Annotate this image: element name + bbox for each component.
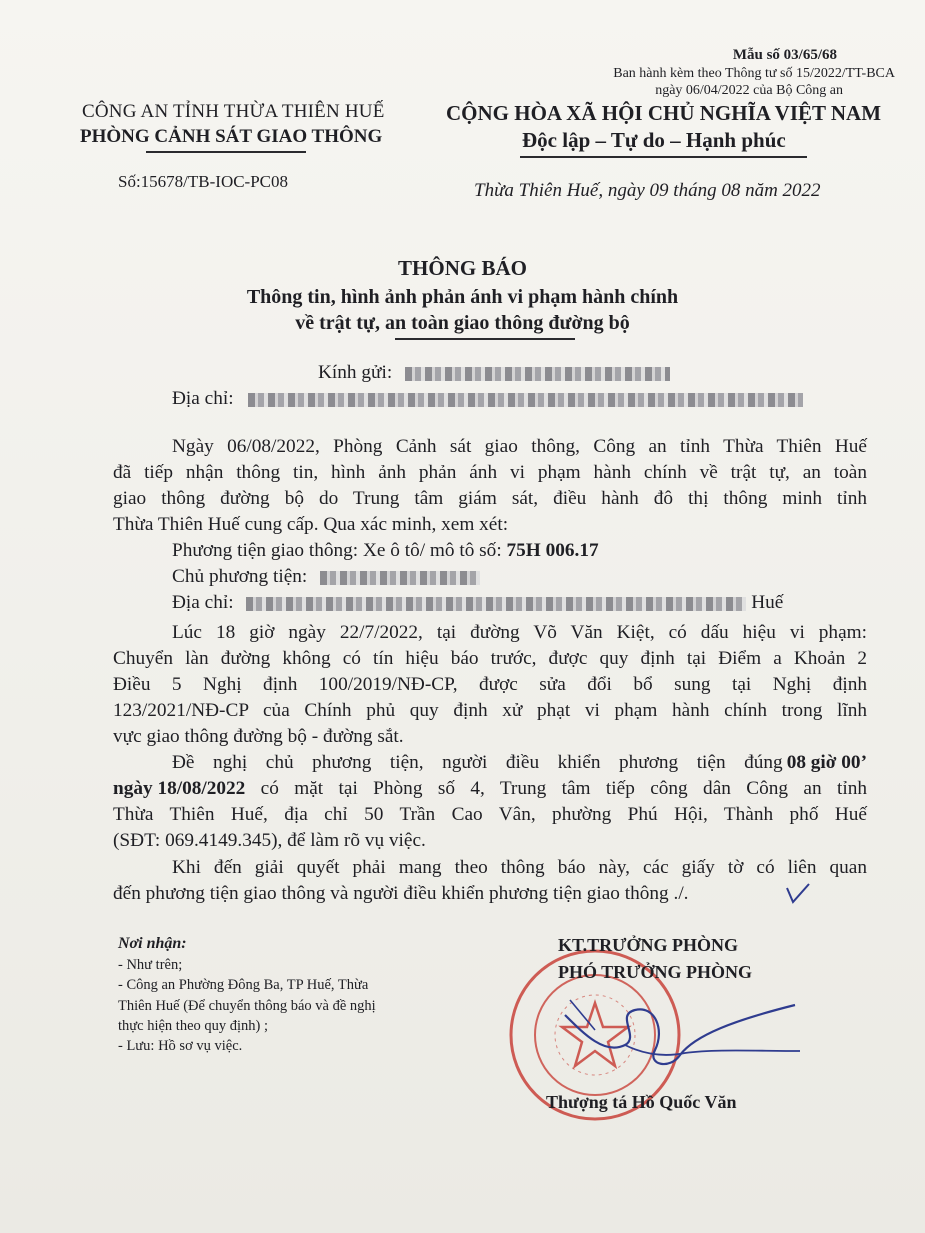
body-p1-line-4: Thừa Thiên Huế cung cấp. Qua xác minh, xem xét: bbox=[113, 514, 509, 535]
redacted-recipient-name bbox=[405, 367, 670, 381]
body-p4-line-1: Khi đến giải quyết phải mang theo thông báo này, các giấy tờ có liên quan bbox=[172, 857, 867, 878]
body-p1-line-1: Ngày 06/08/2022, Phòng Cảnh sát giao thông, Công an tỉnh Thừa Thiên Huế bbox=[172, 436, 867, 457]
appointment-date: ngày 18/08/2022 bbox=[113, 778, 246, 799]
body-p4-line-2: đến phương tiện giao thông và người điều khiển phương tiện giao thông ./. bbox=[113, 883, 689, 904]
addressee-address-line bbox=[172, 388, 803, 410]
document-number: Số:15678/TB-IOC-PC08 bbox=[118, 172, 289, 191]
addressee-line bbox=[318, 362, 670, 384]
agency-parent: CÔNG AN TỈNH THỪA THIÊN HUẾ bbox=[82, 101, 385, 122]
address-label: Địa chỉ: bbox=[172, 388, 234, 409]
owner-label: Chủ phương tiện: bbox=[172, 566, 308, 587]
redacted-owner-name bbox=[320, 571, 480, 585]
body-p3-line-1 bbox=[172, 752, 867, 774]
owner-line bbox=[172, 566, 480, 588]
signature-title-2: PHÓ TRƯỞNG PHÒNG bbox=[558, 962, 753, 982]
recipient-item: - Công an Phường Đông Ba, TP Huế, Thừa bbox=[118, 977, 369, 993]
vehicle-label: Phương tiện giao thông: Xe ô tô/ mô tô số: bbox=[172, 540, 507, 561]
appointment-time: 08 giờ 00’ bbox=[786, 752, 867, 773]
document-subtitle-1: Thông tin, hình ảnh phản ánh vi phạm hành chính bbox=[246, 286, 679, 308]
motto-underline bbox=[520, 156, 807, 158]
recipient-item: - Lưu: Hồ sơ vụ việc. bbox=[118, 1038, 243, 1054]
form-number: Mẫu số 03/65/68 bbox=[732, 47, 837, 63]
body-p3-line-3: Thừa Thiên Huế, địa chỉ 50 Trần Cao Vân, phường Phú Hội, Thành phố Huế bbox=[113, 804, 867, 825]
signature-title-1: KT.TRƯỞNG PHÒNG bbox=[558, 935, 738, 955]
body-p3-line-2 bbox=[113, 778, 867, 800]
subtitle-underline bbox=[395, 338, 575, 340]
nation-motto: Độc lập – Tự do – Hạnh phúc bbox=[522, 128, 786, 152]
nation-name: CỘNG HÒA XÃ HỘI CHỦ NGHĨA VIỆT NAM bbox=[446, 101, 882, 125]
owner-address-line bbox=[172, 592, 783, 614]
body-p1-line-3: giao thông đường bộ do Trung tâm giám sát, điều hành đô thị thông minh tỉnh bbox=[113, 488, 867, 509]
redacted-recipient-address bbox=[248, 393, 803, 407]
agency-underline bbox=[146, 151, 306, 153]
handwritten-signature bbox=[555, 975, 815, 1085]
owner-address-tail: Huế bbox=[751, 592, 784, 613]
recipient-item: Thiên Huế (Để chuyển thông báo và đề nghị bbox=[118, 998, 376, 1014]
form-issued-with: Ban hành kèm theo Thông tư số 15/2022/TT-BCA bbox=[613, 66, 895, 81]
document-title: THÔNG BÁO bbox=[398, 256, 527, 280]
body-p3-line-2-text: có mặt tại Phòng số 4, Trung tâm tiếp công dân Công an tỉnh bbox=[245, 778, 867, 799]
body-p2-line-5: vực giao thông đường bộ - đường sắt. bbox=[113, 726, 404, 747]
vehicle-plate: 75H 006.17 bbox=[506, 540, 599, 561]
place-date: Thừa Thiên Huế, ngày 09 tháng 08 năm 2022 bbox=[474, 180, 821, 201]
body-p3-line-1-text: Đề nghị chủ phương tiện, người điều khiển phương tiện đúng bbox=[172, 752, 783, 773]
agency-name: PHÒNG CẢNH SÁT GIAO THÔNG bbox=[80, 126, 383, 147]
body-p2-line-4: 123/2021/NĐ-CP của Chính phủ quy định xử phạt vi phạm hành chính trong lĩnh bbox=[113, 700, 867, 721]
signer-name: Thượng tá Hồ Quốc Văn bbox=[546, 1092, 737, 1112]
to-label: Kính gửi: bbox=[318, 362, 393, 383]
body-p3-line-4: (SĐT: 069.4149.345), để làm rõ vụ việc. bbox=[113, 830, 426, 851]
recipient-item: - Như trên; bbox=[118, 957, 183, 973]
recipients-heading: Nơi nhận: bbox=[118, 935, 187, 952]
body-p2-line-3: Điều 5 Nghị định 100/2019/NĐ-CP, được sửa đổi bổ sung tại Nghị định bbox=[113, 674, 867, 695]
body-p2-line-1: Lúc 18 giờ ngày 22/7/2022, tại đường Võ Văn Kiệt, có dấu hiệu vi phạm: bbox=[172, 622, 867, 643]
body-p2-line-2: Chuyển làn đường không có tín hiệu báo trước, được quy định tại Điểm a Khoản 2 bbox=[113, 648, 867, 669]
recipient-item: thực hiện theo quy định) ; bbox=[118, 1018, 269, 1034]
vehicle-line bbox=[172, 540, 599, 562]
form-issued-date: ngày 06/04/2022 của Bộ Công an bbox=[655, 83, 843, 98]
document-subtitle-2: về trật tự, an toàn giao thông đường bộ bbox=[295, 312, 630, 334]
redacted-owner-address bbox=[246, 597, 746, 611]
handwritten-tick-mark bbox=[783, 880, 813, 910]
body-p1-line-2: đã tiếp nhận thông tin, hình ảnh phản ánh vi phạm hành chính về trật tự, an toàn bbox=[113, 462, 867, 483]
owner-address-label: Địa chỉ: bbox=[172, 592, 234, 613]
